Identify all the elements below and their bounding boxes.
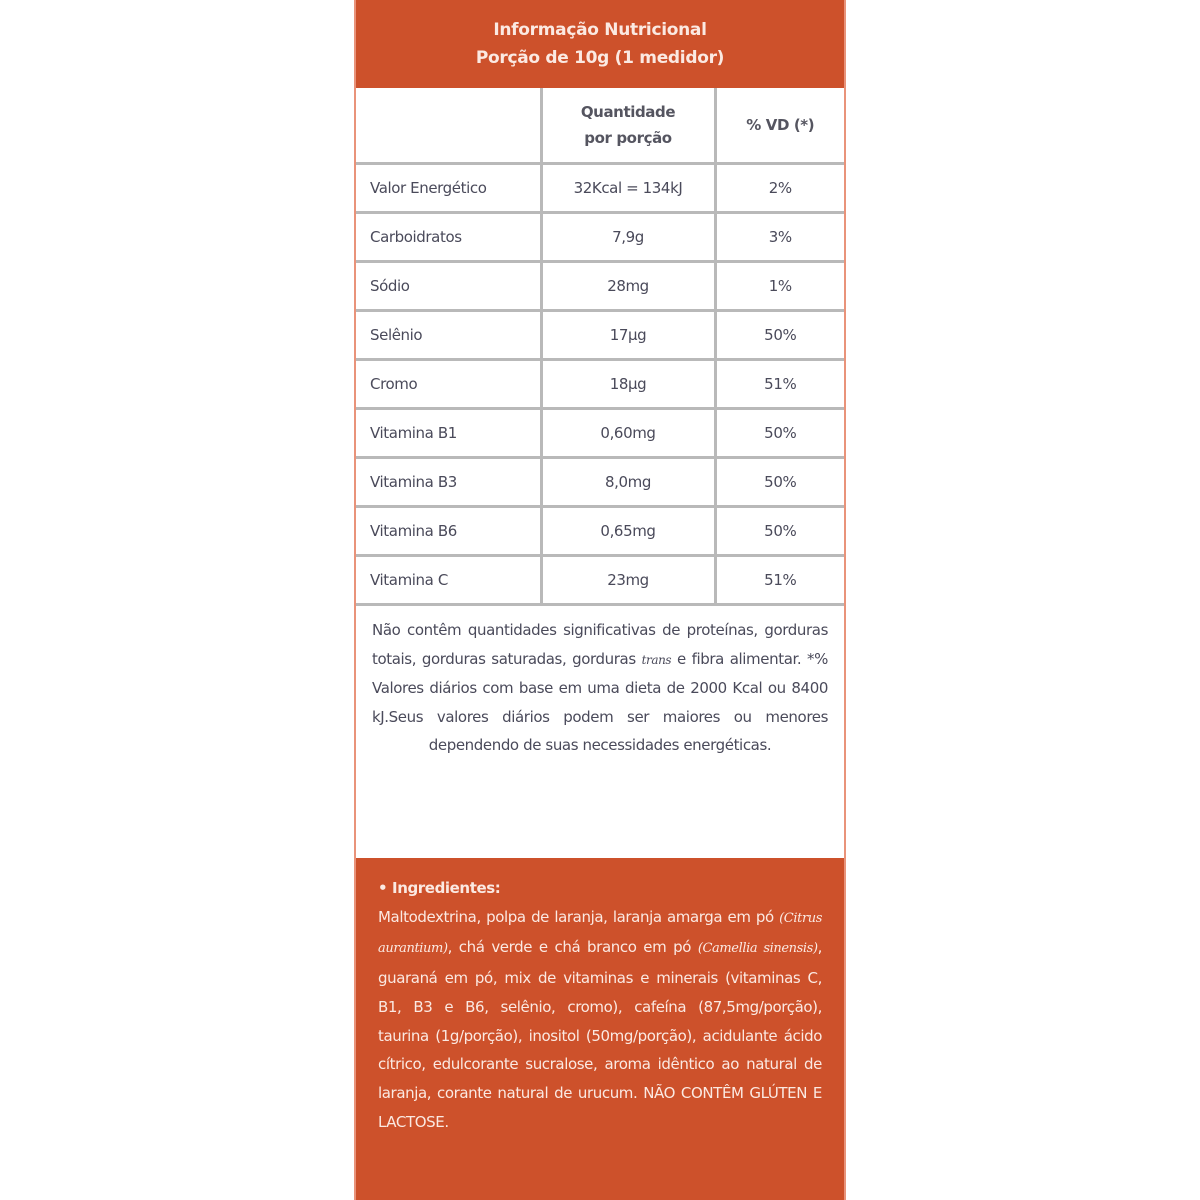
nutrient-amount: 0,60mg [541,409,715,458]
header-nutrient [356,88,541,164]
ingredients-text-1: Maltodextrina, polpa de laranja, laranja amarga em pó [378,907,780,926]
ingredients-text-2: , chá verde e chá branco em pó [447,938,698,957]
nutrient-name: Valor Energético [356,164,541,213]
table-row [356,213,844,262]
nutrient-amount: 28mg [541,262,715,311]
ingredients-heading: • Ingredientes: [378,879,501,897]
ingredients-italic-2: (Camellia sinensis) [697,941,818,957]
header-quantity [541,88,715,164]
nutrient-amount: 7,9g [541,213,715,262]
nutrition-footnote [356,606,844,816]
serving-size: Porção de 10g (1 medidor) [475,48,725,68]
allergen-warning: NÃO CONTÊM GLÚTEN E LACTOSE. [378,1083,822,1131]
nutrition-header [356,0,844,88]
nutrient-name: Vitamina B3 [356,458,541,507]
table-row [356,556,844,605]
nutrition-label-panel [354,0,846,1200]
header-quantity-line2: por porção [584,129,672,147]
nutrient-vd: 51% [715,556,844,605]
footnote-italic-trans: trans [641,652,672,667]
footnote-text-2: e fibra alimentar. *% Valores diários com base em uma dieta de 2000 Kcal ou 8400 kJ.Seus valores diários podem ser maiores ou menores dependendo de suas necessidades energéticas. [372,649,828,754]
nutrient-name: Vitamina C [356,556,541,605]
nutrient-vd: 50% [715,507,844,556]
header-vd: % VD (*) [715,88,844,164]
nutrient-amount: 32Kcal = 134kJ [541,164,715,213]
nutrient-amount: 23mg [541,556,715,605]
nutrition-table [356,88,844,606]
table-row [356,164,844,213]
ingredients-text-3: , guaraná em pó, mix de vitaminas e minerais (vitaminas C, B1, B3 e B6, selênio, cromo), cafeína (87,5mg/porção), taurina (1g/porção), inositol (50mg/porção), acidulante ácido cítrico, edulcorante sucralose, aroma idêntico ao natural de laranja, corante natural de urucum. [378,938,823,1102]
table-header-row [356,88,844,164]
header-quantity-line1: Quantidade [580,103,676,121]
table-row [356,458,844,507]
table-row [356,507,844,556]
nutrient-vd: 3% [715,213,844,262]
nutrient-vd: 51% [715,360,844,409]
table-row [356,409,844,458]
nutrient-vd: 50% [715,458,844,507]
nutrient-name: Cromo [356,360,541,409]
nutrient-amount: 18µg [541,360,715,409]
ingredients-section [356,858,844,1200]
nutrient-vd: 1% [715,262,844,311]
nutrient-name: Selênio [356,311,541,360]
nutrient-amount: 17µg [541,311,715,360]
table-row [356,311,844,360]
nutrient-vd: 2% [715,164,844,213]
nutrient-vd: 50% [715,409,844,458]
footnote-text-1: Não contêm quantidades significativas de proteínas, gorduras totais, gorduras saturadas, gorduras [372,621,828,668]
table-row [356,262,844,311]
nutrient-name: Sódio [356,262,541,311]
nutrient-amount: 8,0mg [541,458,715,507]
nutrient-name: Vitamina B6 [356,507,541,556]
table-row [356,360,844,409]
nutrient-name: Carboidratos [356,213,541,262]
nutrient-vd: 50% [715,311,844,360]
nutrient-amount: 0,65mg [541,507,715,556]
ingredients-italic-1: (Citrus aurantium) [378,910,822,957]
nutrient-name: Vitamina B1 [356,409,541,458]
nutrition-title: Informação Nutricional [493,20,707,40]
